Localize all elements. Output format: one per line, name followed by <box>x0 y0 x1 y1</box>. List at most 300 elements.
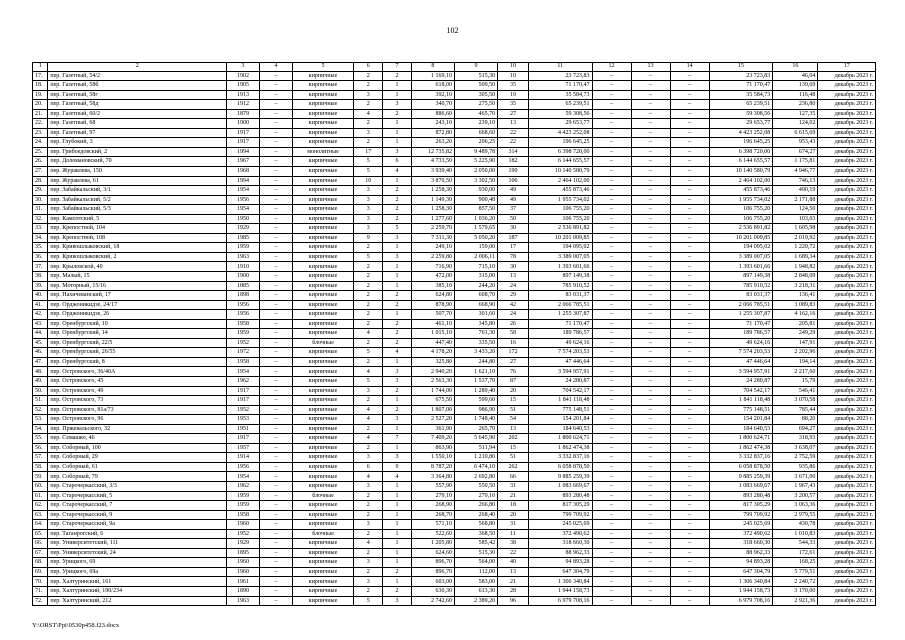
table-cell: – <box>259 377 292 387</box>
table-cell: – <box>631 195 670 205</box>
table-cell: кирпичные <box>292 558 354 568</box>
table-cell: 361,90 <box>411 424 454 434</box>
table-cell: – <box>259 501 292 511</box>
table-cell: кирпичные <box>292 109 354 119</box>
table-cell: 3 <box>354 128 383 138</box>
table-cell: пер. Халтуринский, 212 <box>48 596 227 606</box>
table-cell: – <box>670 319 709 329</box>
table-cell: – <box>259 453 292 463</box>
table-cell: – <box>670 138 709 148</box>
table-cell: – <box>670 367 709 377</box>
table-cell: декабрь 2023 г. <box>818 233 876 243</box>
table-cell: 3 389 007,05 <box>528 252 592 262</box>
table-cell: 1 948,82 <box>773 262 818 272</box>
table-cell: – <box>259 224 292 234</box>
table-cell: 571,10 <box>411 520 454 530</box>
table-cell: кирпичные <box>292 329 354 339</box>
table-cell: – <box>670 348 709 358</box>
table-cell: 3 <box>354 205 383 215</box>
table-cell: – <box>592 548 631 558</box>
table-cell: 1917 <box>227 396 260 406</box>
table-cell: кирпичные <box>292 567 354 577</box>
table-cell: – <box>259 386 292 396</box>
table-cell: 10 201 009,85 <box>709 233 773 243</box>
table-cell: 2 240,72 <box>773 577 818 587</box>
table-cell: – <box>592 147 631 157</box>
table-cell: 893 280,48 <box>709 491 773 501</box>
table-cell: 268,90 <box>411 501 454 511</box>
table-cell: – <box>259 548 292 558</box>
table-cell: 202 <box>498 434 529 444</box>
table-cell: 624,60 <box>411 548 454 558</box>
table-cell: 817 305,29 <box>528 501 592 511</box>
table-cell: 66 <box>498 472 529 482</box>
table-cell: 40. <box>33 291 48 301</box>
table-cell: 345,80 <box>454 319 497 329</box>
table-cell: – <box>592 453 631 463</box>
table-cell: 6 058 878,50 <box>528 462 592 472</box>
table-cell: 172 <box>498 348 529 358</box>
table-cell: 65. <box>33 529 48 539</box>
table-row <box>33 462 876 472</box>
table-cell: 11 <box>498 529 529 539</box>
table-cell: 29. <box>33 186 48 196</box>
table-cell: 6 058 878,50 <box>709 462 773 472</box>
table-cell: кирпичные <box>292 186 354 196</box>
table-cell: 205,81 <box>773 319 818 329</box>
table-cell: 64. <box>33 520 48 530</box>
table-cell: пер. Камолтский, 5 <box>48 214 227 224</box>
table-cell: 1956 <box>227 310 260 320</box>
table-cell: – <box>631 510 670 520</box>
table-cell: 1 <box>383 243 412 253</box>
table-cell: 3 <box>354 520 383 530</box>
table-cell: декабрь 2023 г. <box>818 157 876 167</box>
table-cell: 3 063,36 <box>773 501 818 511</box>
table-cell: 6 <box>354 462 383 472</box>
table-cell: пер. Старочеркасский, 5 <box>48 491 227 501</box>
column-number-cell: 9 <box>454 63 497 72</box>
table-cell: – <box>592 396 631 406</box>
table-cell: 305,50 <box>454 90 497 100</box>
table-cell: 190 <box>498 166 529 176</box>
table-cell: пер. Семашко, 46 <box>48 434 227 444</box>
table-cell: 31 <box>498 520 529 530</box>
table-cell: кирпичные <box>292 291 354 301</box>
table-cell: 24 <box>498 310 529 320</box>
table-cell: – <box>592 348 631 358</box>
table-cell: 1963 <box>227 596 260 606</box>
table-cell: – <box>631 157 670 167</box>
table-cell: 6 979 708,16 <box>528 596 592 606</box>
table-cell: 1 205,80 <box>411 539 454 549</box>
table-cell: декабрь 2023 г. <box>818 128 876 138</box>
table-cell: пер. Газетный, 58д <box>48 100 227 110</box>
table-cell: кирпичные <box>292 195 354 205</box>
table-cell: – <box>592 119 631 129</box>
table-cell: 4 <box>354 434 383 444</box>
table-cell: 4 423 252,08 <box>709 128 773 138</box>
document-path: Y:\ORST\Ppi\0530p458.f23.docx <box>32 622 120 629</box>
table-cell: – <box>670 329 709 339</box>
table-cell: 3 <box>354 195 383 205</box>
table-cell: – <box>592 520 631 530</box>
table-cell: – <box>259 262 292 272</box>
table-cell: 318 660,30 <box>528 539 592 549</box>
table-cell: – <box>631 138 670 148</box>
table-cell: декабрь 2023 г. <box>818 501 876 511</box>
table-cell: – <box>670 510 709 520</box>
table-cell: 472,00 <box>411 271 454 281</box>
table-cell: 1902 <box>227 71 260 81</box>
table-cell: 3 <box>354 453 383 463</box>
table-cell: – <box>592 262 631 272</box>
table-cell: декабрь 2023 г. <box>818 548 876 558</box>
table-cell: – <box>631 224 670 234</box>
table-cell: 1954 <box>227 472 260 482</box>
table-cell: 21 <box>498 491 529 501</box>
table-cell: пер. Университетский, 111 <box>48 539 227 549</box>
table-cell: кирпичные <box>292 415 354 425</box>
table-cell: – <box>631 596 670 606</box>
table-cell: 42 <box>498 300 529 310</box>
table-cell: 2 921,36 <box>773 596 818 606</box>
table-cell: 27 <box>498 357 529 367</box>
table-cell: пер. Оренбургский, 14 <box>48 329 227 339</box>
table-cell: 34. <box>33 233 48 243</box>
table-cell: кирпичные <box>292 71 354 81</box>
table-cell: 184 640,53 <box>528 424 592 434</box>
table-cell: 5 <box>354 166 383 176</box>
table-cell: 953,43 <box>773 138 818 148</box>
table-cell: 4 162,16 <box>773 310 818 320</box>
table-cell: 1 306 340,84 <box>709 577 773 587</box>
table-cell: – <box>631 472 670 482</box>
table-cell: 3 <box>354 386 383 396</box>
table-cell: 10 140 580,79 <box>528 166 592 176</box>
table-cell: 1912 <box>227 100 260 110</box>
table-cell: 930,00 <box>454 186 497 196</box>
table-cell: 6 979 708,16 <box>709 596 773 606</box>
table-cell: декабрь 2023 г. <box>818 186 876 196</box>
table-cell: – <box>631 329 670 339</box>
table-cell: декабрь 2023 г. <box>818 81 876 91</box>
table-cell: 893 280,48 <box>528 491 592 501</box>
table-cell: 106 755,20 <box>528 205 592 215</box>
table-cell: 124,02 <box>773 119 818 129</box>
table-cell: – <box>259 214 292 224</box>
table-cell: 50. <box>33 386 48 396</box>
table-cell: 7 409,20 <box>411 434 454 444</box>
table-cell: 9 <box>383 462 412 472</box>
table-cell: 1 <box>383 81 412 91</box>
table-cell: – <box>259 128 292 138</box>
table-row <box>33 100 876 110</box>
table-cell: – <box>259 338 292 348</box>
table-cell: – <box>259 205 292 215</box>
table-cell: пер. Университетский, 24 <box>48 548 227 558</box>
table-cell: 1917 <box>227 434 260 444</box>
table-cell: 315,00 <box>454 271 497 281</box>
table-cell: 236,80 <box>773 100 818 110</box>
table-cell: 704 542,17 <box>528 386 592 396</box>
table-cell: 544,33 <box>773 539 818 549</box>
table-cell: 1 800 624,71 <box>709 434 773 444</box>
table-cell: – <box>592 71 631 81</box>
table-cell: 18 <box>498 501 529 511</box>
table-cell: 10 140 580,79 <box>709 166 773 176</box>
table-cell: – <box>631 262 670 272</box>
table-cell: 35 <box>498 100 529 110</box>
table-cell: – <box>670 491 709 501</box>
table-cell: – <box>670 195 709 205</box>
table-cell: 49 <box>498 195 529 205</box>
table-cell: пер. Моторный, 15/16 <box>48 281 227 291</box>
table-cell: 2 <box>354 310 383 320</box>
table-cell: 4 733,50 <box>411 157 454 167</box>
table-cell: 900,48 <box>454 195 497 205</box>
table-cell: – <box>592 214 631 224</box>
table-cell: – <box>592 128 631 138</box>
table-cell: 15,79 <box>773 377 818 387</box>
table-cell: 29 653,77 <box>709 119 773 129</box>
table-cell: – <box>631 587 670 597</box>
table-cell: 20 <box>498 386 529 396</box>
table-cell: – <box>259 186 292 196</box>
table-cell: 21 <box>498 577 529 587</box>
table-cell: 2 <box>354 281 383 291</box>
table-cell: пер. Крепостной, 104 <box>48 224 227 234</box>
table-cell: – <box>670 157 709 167</box>
table-cell: 3 070,58 <box>773 396 818 406</box>
table-cell: 10 <box>498 71 529 81</box>
table-cell: 461,10 <box>411 319 454 329</box>
table-cell: 37. <box>33 262 48 272</box>
column-number-row <box>33 63 876 72</box>
table-cell: 275,50 <box>454 100 497 110</box>
table-cell: – <box>670 357 709 367</box>
table-cell: декабрь 2023 г. <box>818 472 876 482</box>
table-cell: пер. Урицкого, 69 <box>48 558 227 568</box>
table-cell: 2 <box>383 587 412 597</box>
table-cell: декабрь 2023 г. <box>818 100 876 110</box>
table-cell: пер. Орджоникидзе, 26 <box>48 310 227 320</box>
table-cell: декабрь 2023 г. <box>818 176 876 186</box>
table-cell: 1 955 734,02 <box>709 195 773 205</box>
table-row <box>33 338 876 348</box>
table-cell: – <box>592 100 631 110</box>
column-number-cell: 7 <box>383 63 412 72</box>
table-cell: – <box>631 357 670 367</box>
table-cell: 17 <box>354 147 383 157</box>
table-cell: – <box>631 214 670 224</box>
table-cell: 3 <box>354 482 383 492</box>
table-cell: – <box>592 233 631 243</box>
table-cell: 1 255 307,87 <box>709 310 773 320</box>
table-cell: декабрь 2023 г. <box>818 138 876 148</box>
table-row <box>33 119 876 129</box>
table-cell: 9 885 259,39 <box>528 472 592 482</box>
table-cell: 1 <box>383 510 412 520</box>
table-cell: – <box>259 482 292 492</box>
table-row <box>33 147 876 157</box>
table-cell: 1 306 340,84 <box>528 577 592 587</box>
table-cell: 694,27 <box>773 424 818 434</box>
table-cell: 1 <box>383 520 412 530</box>
table-cell: кирпичные <box>292 424 354 434</box>
table-cell: декабрь 2023 г. <box>818 577 876 587</box>
table-cell: – <box>259 138 292 148</box>
table-cell: 5 <box>354 596 383 606</box>
table-cell: кирпичные <box>292 233 354 243</box>
table-cell: – <box>670 128 709 138</box>
table-cell: – <box>631 462 670 472</box>
table-cell: – <box>592 291 631 301</box>
table-cell: 668,60 <box>454 128 497 138</box>
table-cell: 72. <box>33 596 48 606</box>
table-cell: пер. Соборный, 61 <box>48 462 227 472</box>
table-cell: 26. <box>33 157 48 167</box>
table-cell: 1 <box>383 262 412 272</box>
table-row <box>33 310 876 320</box>
table-cell: 30 <box>498 224 529 234</box>
table-cell: 83 031,37 <box>709 291 773 301</box>
table-cell: – <box>670 587 709 597</box>
column-number-cell: 14 <box>670 63 709 72</box>
table-cell: 2 <box>383 338 412 348</box>
table-cell: – <box>259 396 292 406</box>
table-cell: 3 170,00 <box>773 587 818 597</box>
table-cell: декабрь 2023 г. <box>818 396 876 406</box>
table-cell: 3 <box>354 558 383 568</box>
table-cell: – <box>592 462 631 472</box>
table-cell: 1 289,40 <box>454 386 497 396</box>
table-cell: 37 <box>498 205 529 215</box>
table-cell: пер. Доломановский, 70 <box>48 157 227 167</box>
table-cell: кирпичные <box>292 300 354 310</box>
table-cell: 3 433,20 <box>454 348 497 358</box>
table-cell: 31 <box>498 482 529 492</box>
table-cell: 1 <box>383 558 412 568</box>
table-cell: пер. Забайкальский, 5/2 <box>48 195 227 205</box>
table-cell: 3 332 837,16 <box>709 453 773 463</box>
table-cell: 39. <box>33 281 48 291</box>
table-cell: кирпичные <box>292 462 354 472</box>
table-cell: 35 <box>498 81 529 91</box>
table-cell: 1967 <box>227 157 260 167</box>
table-cell: 1 689,34 <box>773 252 818 262</box>
table-cell: 935,86 <box>773 462 818 472</box>
table-cell: 66. <box>33 539 48 549</box>
table-cell: 3 594 957,91 <box>528 367 592 377</box>
table-cell: 1 083 669,67 <box>709 482 773 492</box>
table-cell: 3 332 837,16 <box>528 453 592 463</box>
table-cell: – <box>631 338 670 348</box>
table-cell: 189 786,57 <box>709 329 773 339</box>
table-cell: 465,70 <box>454 109 497 119</box>
table-cell: 325,80 <box>411 357 454 367</box>
table-cell: 1972 <box>227 348 260 358</box>
table-cell: кирпичные <box>292 405 354 415</box>
table-cell: 20 <box>498 510 529 520</box>
table-cell: – <box>592 386 631 396</box>
table-cell: 599,60 <box>454 396 497 406</box>
table-cell: 550,50 <box>454 482 497 492</box>
table-cell: – <box>631 367 670 377</box>
table-cell: – <box>259 520 292 530</box>
table-cell: – <box>631 491 670 501</box>
table-cell: 1959 <box>227 491 260 501</box>
table-cell: 62. <box>33 501 48 511</box>
table-cell: 53. <box>33 415 48 425</box>
table-cell: 618,00 <box>411 81 454 91</box>
table-cell: 704 542,17 <box>709 386 773 396</box>
table-cell: пер. Журавлева, 150 <box>48 166 227 176</box>
table-cell: – <box>670 462 709 472</box>
table-cell: 70. <box>33 577 48 587</box>
table-cell: 3 364,80 <box>411 472 454 482</box>
table-cell: – <box>259 176 292 186</box>
table-cell: пер. Островского, 45 <box>48 377 227 387</box>
table-cell: 1 <box>383 501 412 511</box>
table-cell: 6 398 720,00 <box>528 147 592 157</box>
table-cell: 27 <box>498 109 529 119</box>
table-cell: 268,70 <box>411 510 454 520</box>
table-cell: 106 755,20 <box>709 205 773 215</box>
table-cell: 1 <box>383 529 412 539</box>
table-cell: 1 <box>383 577 412 587</box>
table-cell: – <box>259 252 292 262</box>
table-cell: кирпичные <box>292 520 354 530</box>
table-cell: – <box>259 587 292 597</box>
table-row <box>33 415 876 425</box>
table-cell: 76 <box>498 367 529 377</box>
table-cell: 511,94 <box>454 443 497 453</box>
table-cell: 3 939,40 <box>411 166 454 176</box>
table-cell: – <box>631 539 670 549</box>
table-cell: – <box>670 453 709 463</box>
table-cell: 136,41 <box>773 291 818 301</box>
table-cell: пер. Соборный, 100 <box>48 443 227 453</box>
table-cell: – <box>592 367 631 377</box>
table-cell: – <box>259 357 292 367</box>
table-cell: 568,80 <box>454 520 497 530</box>
table-row <box>33 166 876 176</box>
table-cell: 1959 <box>227 501 260 511</box>
housing-register-table <box>32 62 876 606</box>
table-cell: 69. <box>33 567 48 577</box>
table-cell: – <box>592 90 631 100</box>
table-cell: – <box>670 300 709 310</box>
table-cell: 8 787,20 <box>411 462 454 472</box>
table-row <box>33 367 876 377</box>
table-cell: 2 536 891,82 <box>528 224 592 234</box>
table-cell: 1952 <box>227 529 260 539</box>
table-cell: монолитные <box>292 147 354 157</box>
table-cell: 1 862 474,38 <box>528 443 592 453</box>
table-cell: пер. Глубокий, 3 <box>48 138 227 148</box>
table-cell: 1 <box>383 281 412 291</box>
table-cell: 106 755,20 <box>709 214 773 224</box>
table-cell: блочные <box>292 491 354 501</box>
table-cell: 608,70 <box>454 291 497 301</box>
table-cell: 52. <box>33 405 48 415</box>
table-cell: 1954 <box>227 205 260 215</box>
table-cell: 4 <box>383 348 412 358</box>
table-cell: 2 <box>354 491 383 501</box>
table-cell: 447,40 <box>411 338 454 348</box>
table-cell: – <box>259 157 292 167</box>
